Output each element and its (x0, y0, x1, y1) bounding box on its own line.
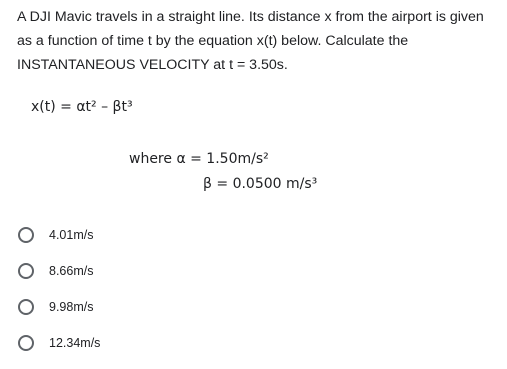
answer-option-label: 12.34m/s (49, 336, 101, 350)
answer-option-2[interactable] (18, 261, 100, 281)
radio-button-2[interactable] (18, 263, 34, 279)
radio-button-3[interactable] (18, 299, 34, 315)
alpha-constant: where α = 1.50m/s² (129, 151, 269, 167)
radio-button-1[interactable] (18, 227, 34, 243)
question-text: A DJI Mavic travels in a straight line. Its distance x from the airport is given as a function of time t by the equation x(t) below. Calculate the INSTANTANEOUS VELOCITY at t = 3.50s. (17, 9, 484, 73)
answer-option-label: 9.98m/s (49, 300, 94, 314)
answer-option-4[interactable] (18, 333, 100, 353)
beta-constant: β = 0.0500 m/s³ (203, 176, 318, 192)
position-equation: x(t) = αt² – βt³ (31, 99, 133, 115)
answer-option-label: 8.66m/s (49, 264, 94, 278)
answer-options (18, 225, 100, 369)
radio-button-4[interactable] (18, 335, 34, 351)
answer-option-3[interactable] (18, 297, 100, 317)
answer-option-label: 4.01m/s (49, 228, 94, 242)
answer-option-1[interactable] (18, 225, 100, 245)
